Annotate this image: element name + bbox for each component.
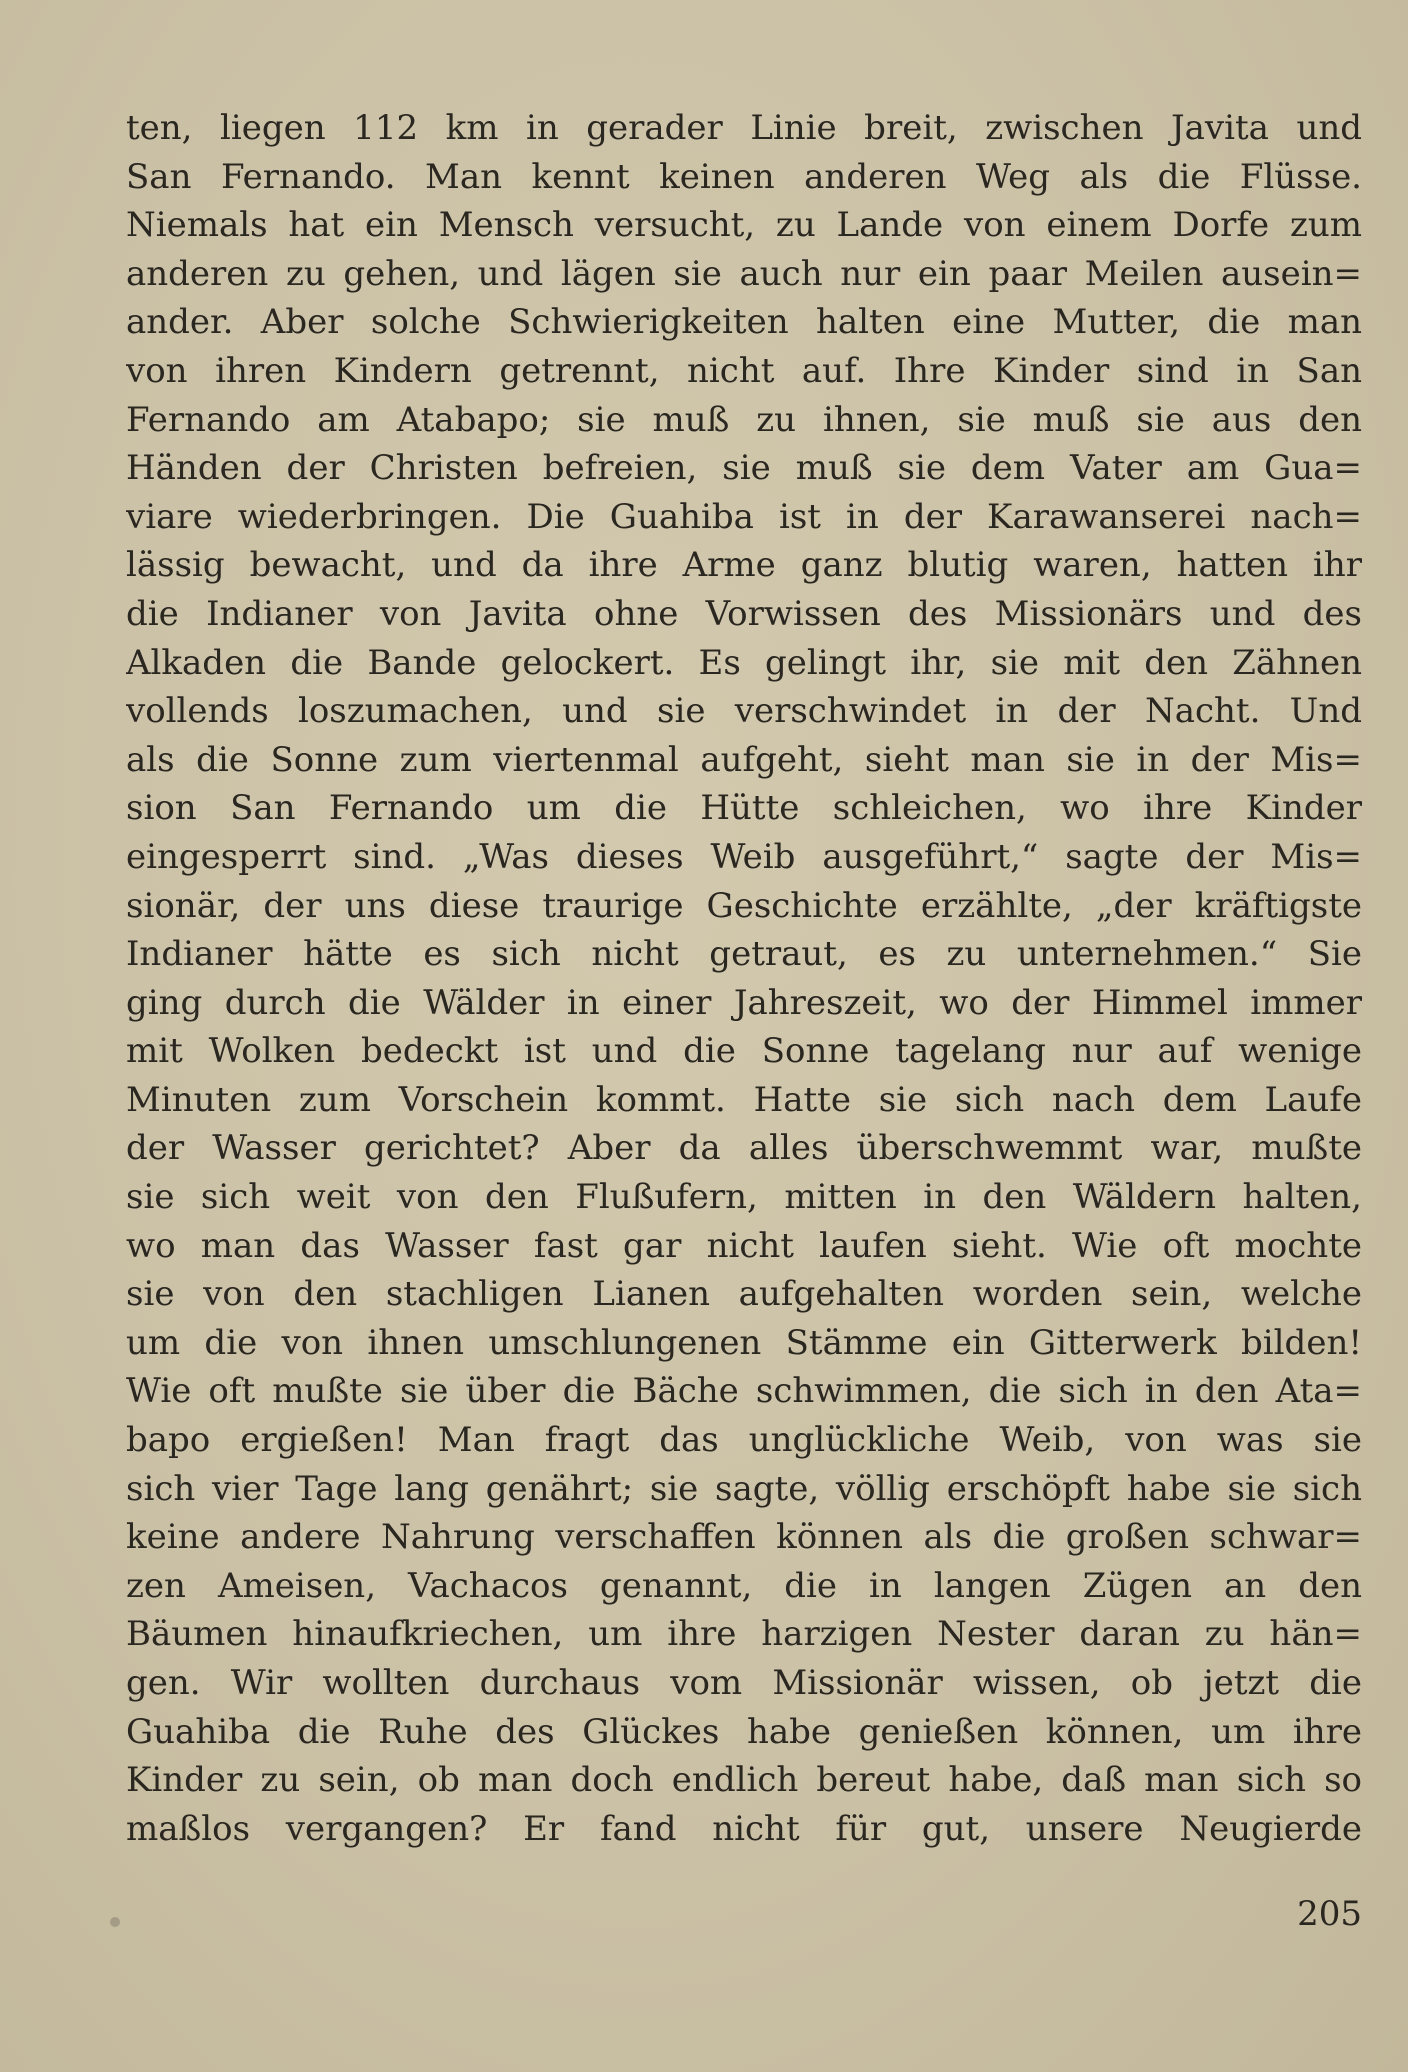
text-line: ten, liegen 112 km in gerader Linie breit, zwischen Javita und [126,108,1362,148]
text-line: San Fernando. Man kennt keinen anderen Weg als die Flüsse. [126,156,1362,197]
text-line: Fernando am Atabapo; sie muß zu ihnen, sie muß sie aus den [126,399,1362,440]
text-line: der Wasser gerichtet? Aber da alles überschwemmt war, mußte [126,1128,1362,1169]
text-line: eingesperrt sind. „Was dieses Weib ausgeführt,“ sagte der Mis= [126,836,1362,877]
text-line: Guahiba die Ruhe des Glückes habe genießen können, um ihre [126,1711,1362,1752]
text-line: anderen zu gehen, und lägen sie auch nur ein paar Meilen ausein= [126,253,1362,294]
text-line: Bäumen hinaufkriechen, um ihre harzigen Nester daran zu hän= [126,1614,1362,1655]
text-line: sionär, der uns diese traurige Geschichte erzählte, „der kräftigste [126,885,1362,926]
text-line: bapo ergießen! Man fragt das unglückliche Weib, von was sie [126,1420,1362,1461]
text-line: Alkaden die Bande gelockert. Es gelingt ihr, sie mit den Zähnen [126,642,1362,683]
text-line: Händen der Christen befreien, sie muß sie dem Vater am Gua= [126,448,1362,489]
text-line: vollends loszumachen, und sie verschwindet in der Nacht. Und [126,691,1362,732]
text-line: maßlos vergangen? Er fand nicht für gut, unsere Neugierde [126,1808,1362,1849]
text-line: gen. Wir wollten durchaus vom Missionär wissen, ob jetzt die [126,1663,1362,1703]
text-line: zen Ameisen, Vachacos genannt, die in langen Zügen an den [126,1565,1362,1606]
text-line: sie sich weit von den Flußufern, mitten in den Wäldern halten, [126,1177,1362,1218]
text-line: sion San Fernando um die Hütte schleichen, wo ihre Kinder [126,788,1362,829]
page-number: 205 [1297,1894,1362,1934]
text-line: ander. Aber solche Schwierigkeiten halten eine Mutter, die man [126,302,1362,343]
text-line: als die Sonne zum viertenmal aufgeht, sieht man sie in der Mis= [126,739,1362,780]
text-line: Niemals hat ein Mensch versucht, zu Lande von einem Dorfe zum [126,205,1362,246]
text-line: sie von den stachligen Lianen aufgehalten worden sein, welche [126,1274,1362,1315]
text-line: mit Wolken bedeckt ist und die Sonne tagelang nur auf wenige [126,1031,1362,1072]
text-line: die Indianer von Javita ohne Vorwissen des Missionärs und des [126,593,1362,634]
text-line: um die von ihnen umschlungenen Stämme ein Gitterwerk bilden! [126,1322,1362,1363]
text-line: Wie oft mußte sie über die Bäche schwimmen, die sich in den Ata= [126,1371,1362,1412]
text-line: viare wiederbringen. Die Guahiba ist in der Karawanserei nach= [126,496,1362,537]
text-line: Kinder zu sein, ob man doch endlich bereut habe, daß man sich so [126,1760,1362,1801]
text-line: Indianer hätte es sich nicht getraut, es zu unternehmen.“ Sie [126,934,1362,975]
text-line: ging durch die Wälder in einer Jahreszeit, wo der Himmel immer [126,982,1362,1023]
text-line: Minuten zum Vorschein kommt. Hatte sie sich nach dem Laufe [126,1079,1362,1120]
text-line: sich vier Tage lang genährt; sie sagte, völlig erschöpft habe sie sich [126,1468,1362,1509]
paper-speck [110,1917,120,1927]
body-text [126,104,1362,1853]
text-line: keine andere Nahrung verschaffen können als die großen schwar= [126,1517,1362,1558]
text-line: wo man das Wasser fast gar nicht laufen sieht. Wie oft mochte [126,1225,1362,1266]
text-line: lässig bewacht, und da ihre Arme ganz blutig waren, hatten ihr [126,545,1362,586]
text-line: von ihren Kindern getrennt, nicht auf. Ihre Kinder sind in San [126,350,1362,391]
